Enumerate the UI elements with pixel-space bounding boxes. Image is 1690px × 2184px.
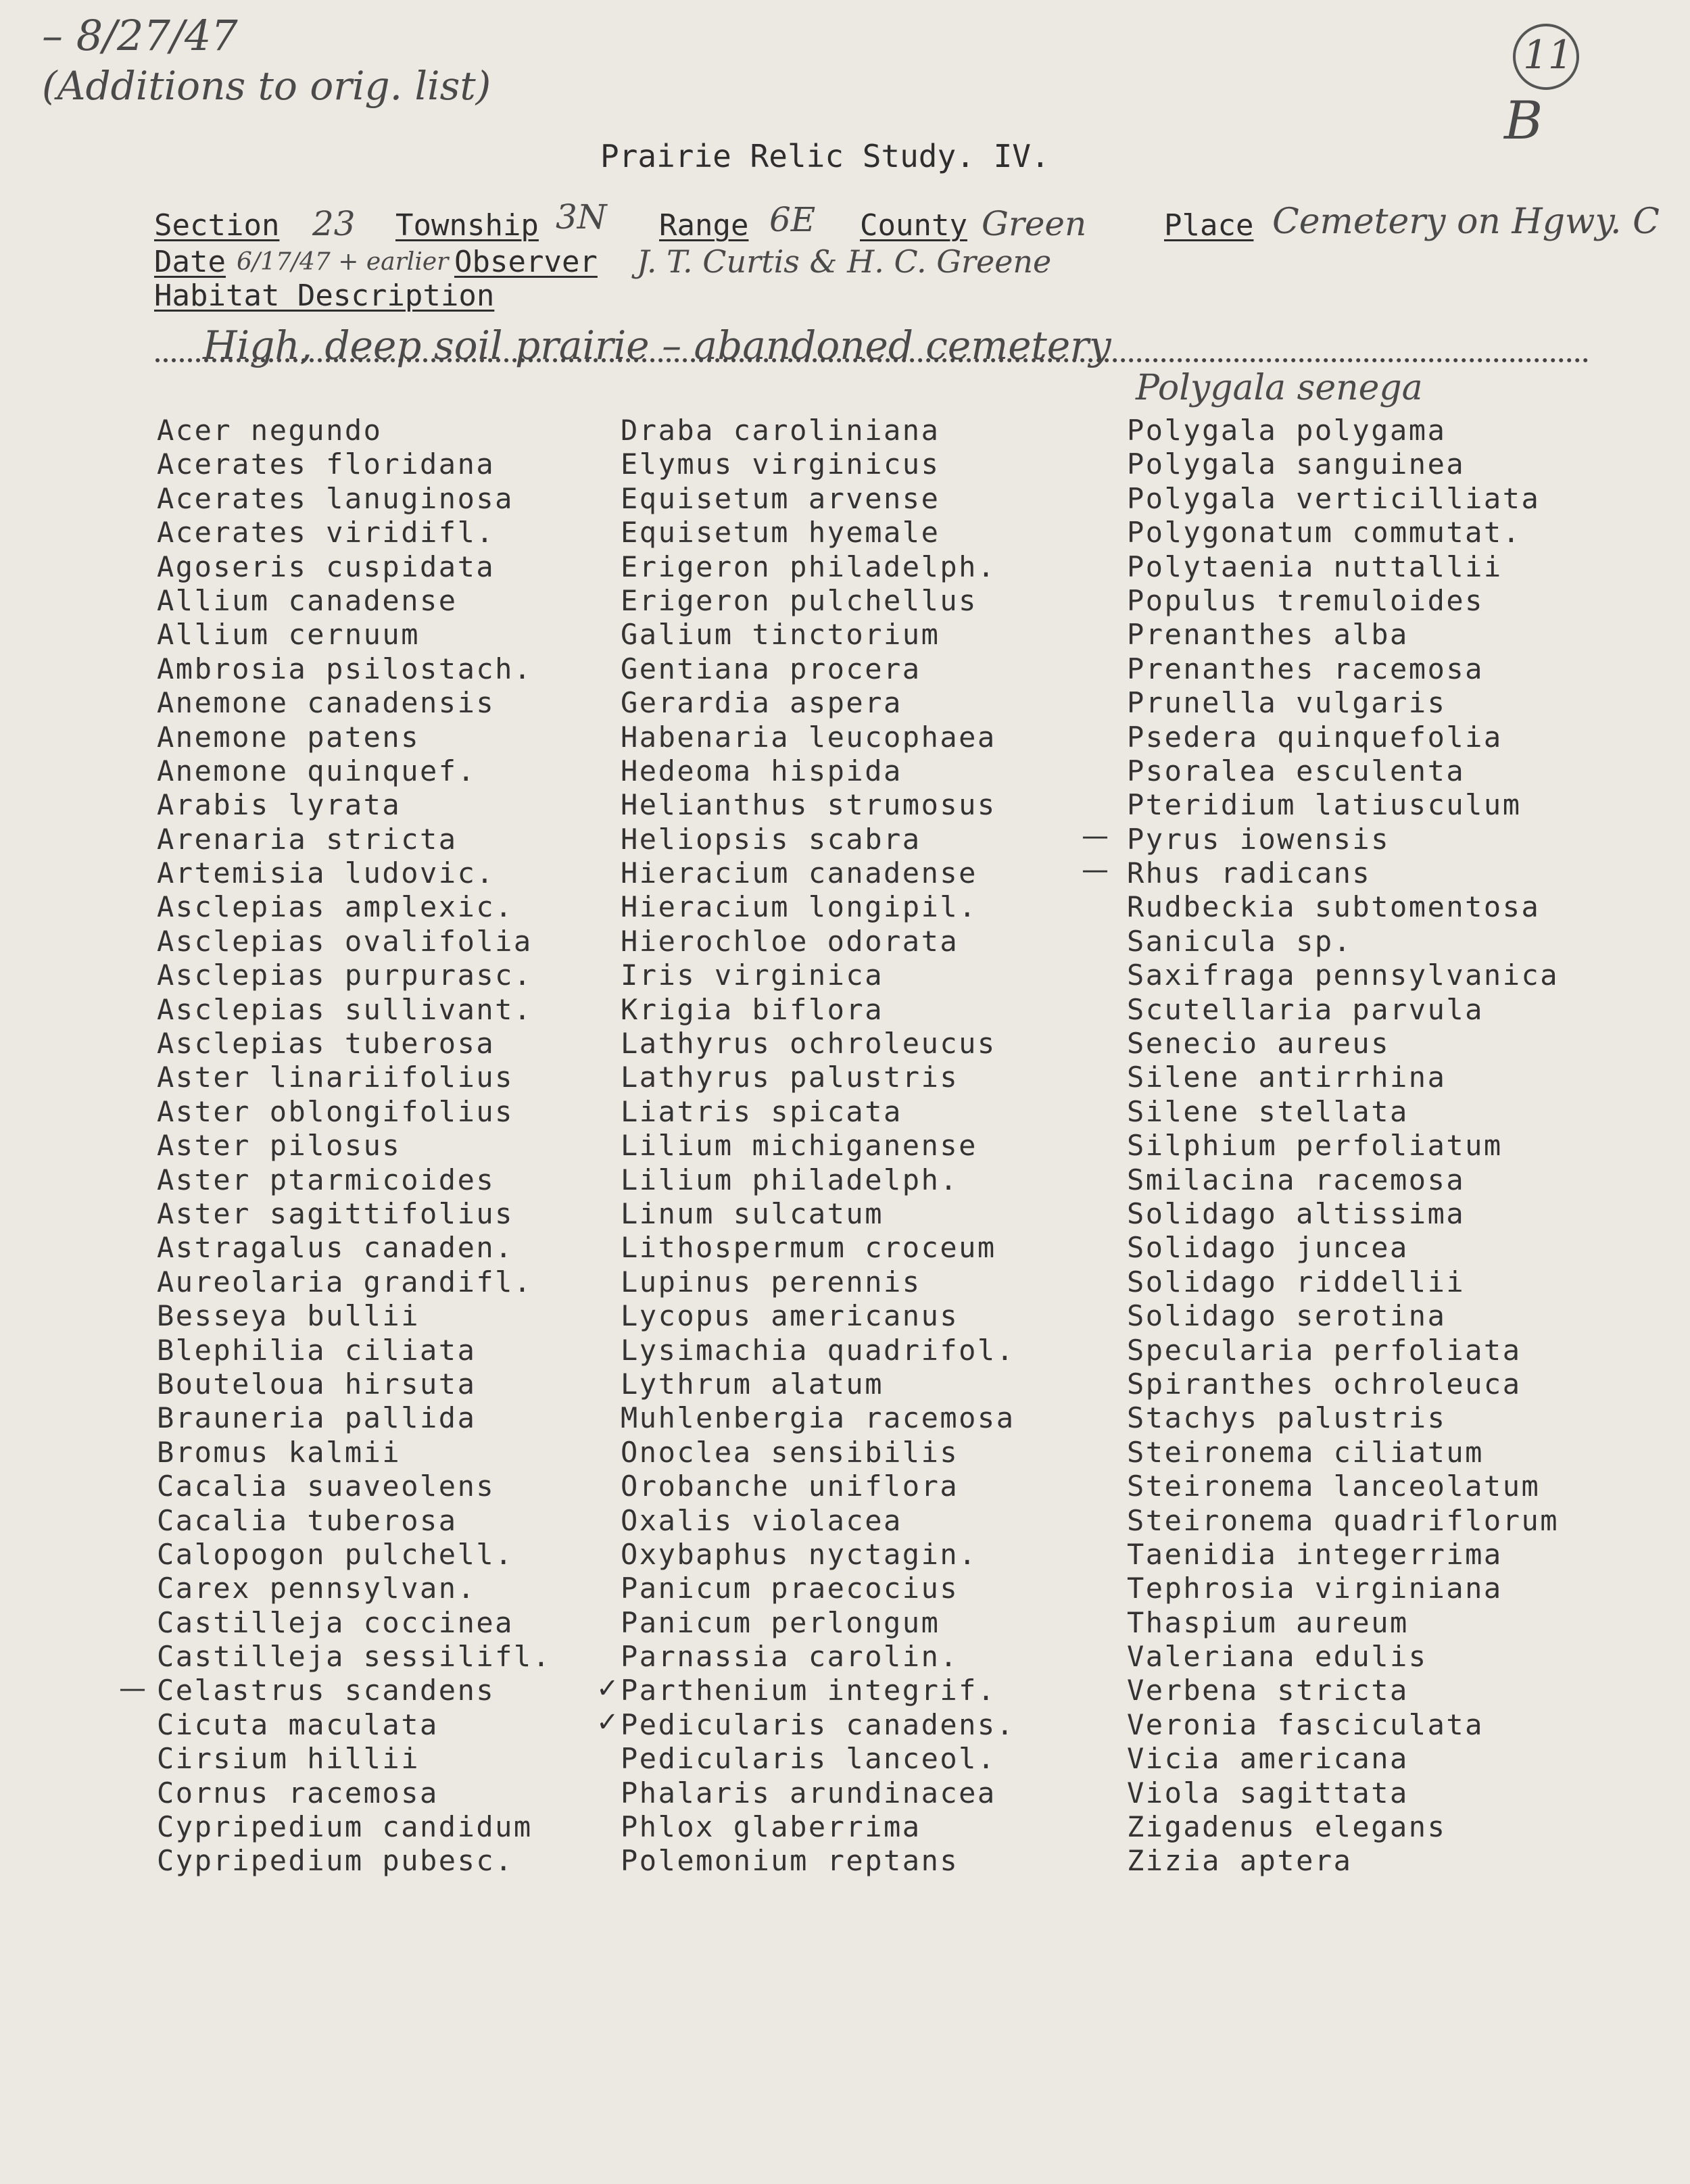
species-item: Celastrus scandens xyxy=(157,1674,496,1707)
township-value: 3N xyxy=(556,197,607,237)
species-item: Steironema lanceolatum xyxy=(1127,1470,1541,1503)
species-item: Psoralea esculenta xyxy=(1127,754,1466,787)
species-item: Agoseris cuspidata xyxy=(157,550,496,583)
species-item: Blephilia ciliata xyxy=(157,1333,477,1367)
township-label: Township xyxy=(395,208,539,243)
section-label: Section xyxy=(154,208,280,243)
dash-mark-pyrus: — xyxy=(1082,821,1109,852)
species-item: Oxalis violacea xyxy=(621,1503,902,1537)
species-item: Onoclea sensibilis xyxy=(621,1435,959,1469)
habitat-label: Habitat Description xyxy=(154,278,495,313)
species-item: Prunella vulgaris xyxy=(1127,686,1447,720)
species-item: Saxifraga pennsylvanica xyxy=(1127,958,1560,992)
species-item: Anemone patens xyxy=(157,720,420,754)
species-item: Asclepias ovalifolia xyxy=(157,924,533,958)
species-item: Hieracium canadense xyxy=(621,856,977,890)
species-item: Asclepias sullivant. xyxy=(157,992,533,1026)
species-item: Helianthus strumosus xyxy=(621,788,996,822)
species-item: Bromus kalmii xyxy=(157,1435,402,1469)
species-item: Parthenium integrif. xyxy=(621,1674,996,1707)
species-item: Pteridium latiusculum xyxy=(1127,788,1522,822)
species-item: Senecio aureus xyxy=(1127,1027,1391,1061)
species-item: Polygala polygama xyxy=(1127,414,1447,447)
species-item: Equisetum hyemale xyxy=(621,516,940,550)
species-item: Steironema ciliatum xyxy=(1127,1435,1484,1469)
species-item: Steironema quadriflorum xyxy=(1127,1503,1560,1537)
species-item: Cornus racemosa xyxy=(157,1776,439,1810)
species-item: Castilleja coccinea xyxy=(157,1605,514,1639)
species-item: Solidago serotina xyxy=(1127,1299,1447,1333)
species-item: Pedicularis canadens. xyxy=(621,1707,1015,1741)
species-item: Zigadenus elegans xyxy=(1127,1810,1447,1844)
species-item: Polygala verticilliata xyxy=(1127,481,1541,515)
species-item: Solidago altissima xyxy=(1127,1196,1466,1230)
species-item: Aster linariifolius xyxy=(157,1061,514,1094)
species-item: Cacalia tuberosa xyxy=(157,1503,458,1537)
species-item: Asclepias tuberosa xyxy=(157,1027,496,1061)
species-item: Gerardia aspera xyxy=(621,686,902,720)
species-item: Equisetum arvense xyxy=(621,481,940,515)
species-item: Populus tremuloides xyxy=(1127,583,1484,617)
species-item: Erigeron pulchellus xyxy=(621,583,977,617)
species-item: Hedeoma hispida xyxy=(621,754,902,787)
species-item: Acer negundo xyxy=(157,414,383,447)
species-item: Lilium michiganense xyxy=(621,1129,977,1163)
species-item: Lilium philadelph. xyxy=(621,1163,959,1196)
species-item: Spiranthes ochroleuca xyxy=(1127,1367,1522,1401)
species-item: Lithospermum croceum xyxy=(621,1231,996,1265)
species-item: Aster pilosus xyxy=(157,1129,402,1163)
species-item: Oxybaphus nyctagin. xyxy=(621,1537,977,1571)
species-item: Aster sagittifolius xyxy=(157,1196,514,1230)
species-item: Parnassia carolin. xyxy=(621,1640,959,1674)
species-item: Carex pennsylvan. xyxy=(157,1572,477,1605)
species-item: Taenidia integerrima xyxy=(1127,1537,1503,1571)
species-item: Cypripedium pubesc. xyxy=(157,1844,514,1878)
observer-value: J. T. Curtis & H. C. Greene xyxy=(637,243,1052,280)
species-item: Hierochloe odorata xyxy=(621,924,959,958)
species-item: Krigia biflora xyxy=(621,992,884,1026)
species-item: Sanicula sp. xyxy=(1127,924,1353,958)
species-item: Cypripedium candidum xyxy=(157,1810,533,1844)
species-item: Galium tinctorium xyxy=(621,618,940,652)
county-value: Green xyxy=(982,204,1087,243)
species-item: Psedera quinquefolia xyxy=(1127,720,1503,754)
species-item: Allium canadense xyxy=(157,583,458,617)
species-item: Tephrosia virginiana xyxy=(1127,1572,1503,1605)
species-item: Acerates viridifl. xyxy=(157,516,496,550)
species-item: Silene antirrhina xyxy=(1127,1061,1447,1094)
place-value: Cemetery on Hgwy. C xyxy=(1272,201,1660,242)
dash-mark-celastrus: — xyxy=(119,1673,146,1704)
species-item: Linum sulcatum xyxy=(621,1196,884,1230)
species-item: Calopogon pulchell. xyxy=(157,1537,514,1571)
species-item: Muhlenbergia racemosa xyxy=(621,1401,1015,1435)
species-item: Specularia perfoliata xyxy=(1127,1333,1522,1367)
species-item: Asclepias purpurasc. xyxy=(157,958,533,992)
species-item: Solidago juncea xyxy=(1127,1231,1409,1265)
species-column-2 xyxy=(621,414,1015,1878)
species-item: Anemone quinquef. xyxy=(157,754,477,787)
species-item: Gentiana procera xyxy=(621,652,921,685)
species-item: Castilleja sessilifl. xyxy=(157,1640,552,1674)
observer-label: Observer xyxy=(454,245,598,279)
species-item: Vicia americana xyxy=(1127,1742,1409,1776)
check-mark-pedicularis: ✓ xyxy=(596,1707,619,1738)
species-item: Besseya bullii xyxy=(157,1299,420,1333)
species-column-3 xyxy=(1127,414,1559,1878)
date-note: – 8/27/47 xyxy=(42,11,238,60)
species-item: Heliopsis scabra xyxy=(621,822,921,856)
place-label: Place xyxy=(1164,208,1254,243)
species-item: Bouteloua hirsuta xyxy=(157,1367,477,1401)
species-item: Lathyrus palustris xyxy=(621,1061,959,1094)
species-item: Artemisia ludovic. xyxy=(157,856,496,890)
species-item: Brauneria pallida xyxy=(157,1401,477,1435)
species-item: Phalaris arundinacea xyxy=(621,1776,996,1810)
species-item: Lupinus perennis xyxy=(621,1265,921,1299)
species-item: Aster ptarmicoides xyxy=(157,1163,496,1196)
species-item: Veronia fasciculata xyxy=(1127,1707,1484,1741)
dotted-rule xyxy=(155,358,1589,362)
species-item: Polemonium reptans xyxy=(621,1844,959,1878)
species-item: Acerates lanuginosa xyxy=(157,481,514,515)
species-item: Orobanche uniflora xyxy=(621,1470,959,1503)
sheet-number: 11 xyxy=(1523,32,1573,78)
species-item: Ambrosia psilostach. xyxy=(157,652,533,685)
species-item: Hieracium longipil. xyxy=(621,890,977,924)
habitat-value: High, deep soil prairie – abandoned cemetery xyxy=(203,322,1111,368)
species-item: Lythrum alatum xyxy=(621,1367,884,1401)
species-item: Smilacina racemosa xyxy=(1127,1163,1466,1196)
species-item: Lycopus americanus xyxy=(621,1299,959,1333)
species-item: Arabis lyrata xyxy=(157,788,402,822)
additions-note: (Additions to orig. list) xyxy=(42,63,491,109)
section-value: 23 xyxy=(312,204,356,243)
dash-mark-rhus: — xyxy=(1082,854,1109,885)
species-item: Rhus radicans xyxy=(1127,856,1372,890)
sheet-letter: B xyxy=(1504,91,1543,151)
species-item: Astragalus canaden. xyxy=(157,1231,514,1265)
species-item: Erigeron philadelph. xyxy=(621,550,996,583)
species-item: Valeriana edulis xyxy=(1127,1640,1428,1674)
polygala-senega-note: Polygala senega xyxy=(1136,368,1423,408)
species-item: Liatris spicata xyxy=(621,1094,902,1128)
species-item: Asclepias amplexic. xyxy=(157,890,514,924)
species-item: Habenaria leucophaea xyxy=(621,720,996,754)
species-item: Cacalia suaveolens xyxy=(157,1470,496,1503)
species-item: Scutellaria parvula xyxy=(1127,992,1484,1026)
species-item: Aster oblongifolius xyxy=(157,1094,514,1128)
species-item: Iris virginica xyxy=(621,958,884,992)
species-item: Lathyrus ochroleucus xyxy=(621,1027,996,1061)
date-label: Date xyxy=(154,245,226,279)
species-item: Phlox glaberrima xyxy=(621,1810,921,1844)
species-item: Prenanthes racemosa xyxy=(1127,652,1484,685)
species-item: Zizia aptera xyxy=(1127,1844,1353,1878)
species-item: Polytaenia nuttallii xyxy=(1127,550,1503,583)
species-item: Silene stellata xyxy=(1127,1094,1409,1128)
species-item: Cicuta maculata xyxy=(157,1707,439,1741)
species-item: Arenaria stricta xyxy=(157,822,458,856)
species-item: Lysimachia quadrifol. xyxy=(621,1333,1015,1367)
species-item: Thaspium aureum xyxy=(1127,1605,1409,1639)
range-label: Range xyxy=(659,208,749,243)
species-item: Panicum perlongum xyxy=(621,1605,940,1639)
species-item: Stachys palustris xyxy=(1127,1401,1447,1435)
page-title: Prairie Relic Study. IV. xyxy=(600,138,1050,174)
species-item: Acerates floridana xyxy=(157,447,496,481)
species-item: Elymus virginicus xyxy=(621,447,940,481)
date-value: 6/17/47 + earlier xyxy=(237,248,449,276)
species-item: Draba caroliniana xyxy=(621,414,940,447)
species-item: Pedicularis lanceol. xyxy=(621,1742,996,1776)
species-item: Allium cernuum xyxy=(157,618,420,652)
species-item: Aureolaria grandifl. xyxy=(157,1265,533,1299)
species-item: Panicum praecocius xyxy=(621,1572,959,1605)
range-value: 6E xyxy=(769,200,816,239)
species-item: Prenanthes alba xyxy=(1127,618,1409,652)
species-item: Polygonatum commutat. xyxy=(1127,516,1522,550)
species-item: Anemone canadensis xyxy=(157,686,496,720)
species-item: Pyrus iowensis xyxy=(1127,822,1391,856)
county-label: County xyxy=(860,208,967,243)
species-item: Verbena stricta xyxy=(1127,1674,1409,1707)
species-item: Silphium perfoliatum xyxy=(1127,1129,1503,1163)
species-item: Viola sagittata xyxy=(1127,1776,1409,1810)
species-item: Rudbeckia subtomentosa xyxy=(1127,890,1541,924)
species-column-1 xyxy=(157,414,552,1878)
species-item: Solidago riddellii xyxy=(1127,1265,1466,1299)
check-mark-parthenium: ✓ xyxy=(596,1673,619,1704)
species-item: Cirsium hillii xyxy=(157,1742,420,1776)
species-item: Polygala sanguinea xyxy=(1127,447,1466,481)
